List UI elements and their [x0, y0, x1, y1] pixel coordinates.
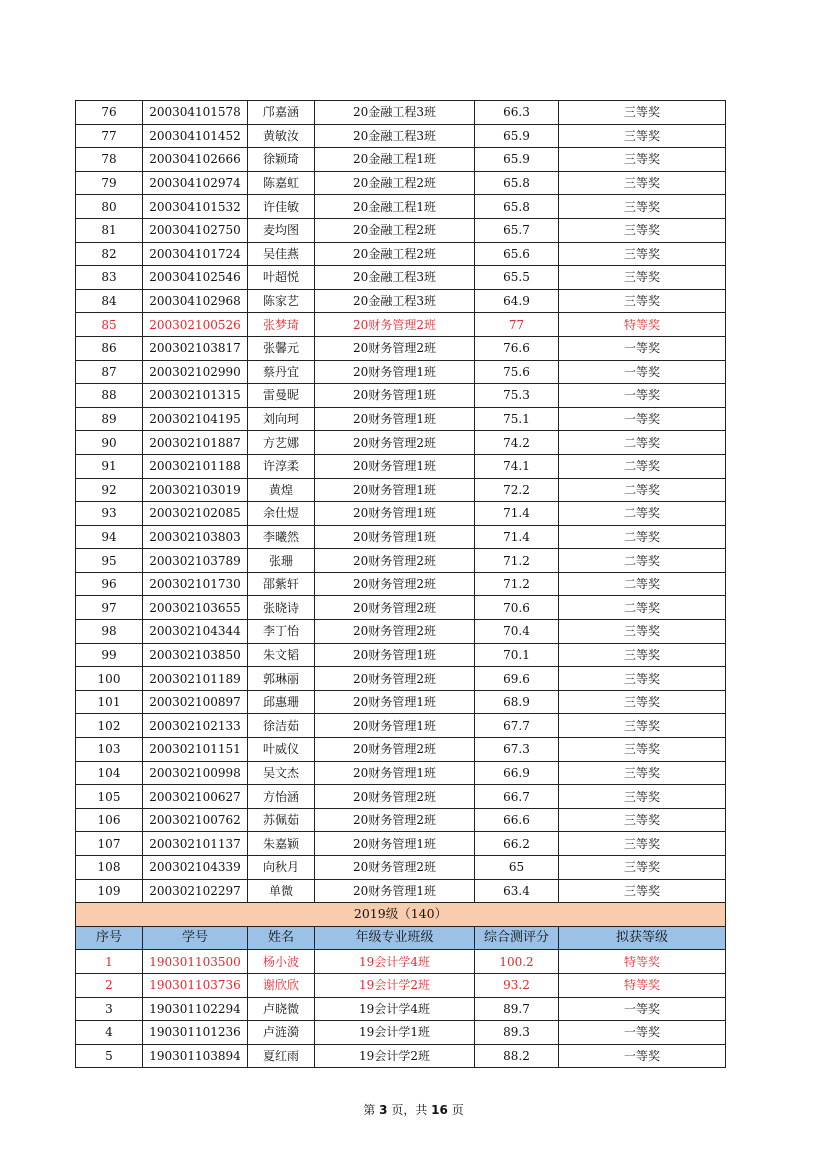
cell-name: 邱惠珊	[248, 690, 315, 714]
cell-student-id: 200304102968	[143, 289, 248, 313]
cell-seq: 80	[76, 195, 143, 219]
table-row	[76, 785, 726, 809]
cell-score: 76.6	[475, 336, 559, 360]
cell-seq: 95	[76, 549, 143, 573]
cell-seq: 91	[76, 454, 143, 478]
cell-award: 二等奖	[559, 431, 726, 455]
cell-award: 二等奖	[559, 549, 726, 573]
cell-score: 63.4	[475, 879, 559, 903]
cell-score: 65	[475, 856, 559, 880]
cell-name: 郭琳丽	[248, 667, 315, 691]
cell-class: 20财务管理1班	[315, 643, 475, 667]
cell-score: 67.3	[475, 738, 559, 762]
cell-class: 20金融工程1班	[315, 195, 475, 219]
cell-score: 67.7	[475, 714, 559, 738]
cell-student-id: 200302101151	[143, 738, 248, 762]
cell-name: 张馨元	[248, 336, 315, 360]
cell-name: 黄煌	[248, 478, 315, 502]
cell-score: 66.2	[475, 832, 559, 856]
cell-class: 20财务管理2班	[315, 336, 475, 360]
cell-name: 卢涟漪	[248, 1021, 315, 1045]
cell-seq: 103	[76, 738, 143, 762]
cell-score: 70.4	[475, 620, 559, 644]
cell-name: 向秋月	[248, 856, 315, 880]
cell-name: 朱文韬	[248, 643, 315, 667]
cell-seq: 106	[76, 808, 143, 832]
cell-seq: 86	[76, 336, 143, 360]
cell-seq: 92	[76, 478, 143, 502]
footer-suffix: 页	[451, 1103, 464, 1117]
cell-seq: 85	[76, 313, 143, 337]
table-row	[76, 879, 726, 903]
cell-seq: 109	[76, 879, 143, 903]
cell-student-id: 200302100762	[143, 808, 248, 832]
cell-seq: 82	[76, 242, 143, 266]
cell-award: 三等奖	[559, 171, 726, 195]
table-row	[76, 384, 726, 408]
cell-student-id: 200304102750	[143, 218, 248, 242]
section-title: 2019级（140）	[76, 903, 726, 927]
table-row	[76, 761, 726, 785]
cell-student-id: 200302101188	[143, 454, 248, 478]
table-row	[76, 242, 726, 266]
cell-class: 19会计学4班	[315, 997, 475, 1021]
cell-seq: 104	[76, 761, 143, 785]
cell-name: 谢欣欣	[248, 973, 315, 997]
cell-name: 单微	[248, 879, 315, 903]
cell-score: 65.9	[475, 148, 559, 172]
cell-seq: 108	[76, 856, 143, 880]
table-row	[76, 667, 726, 691]
cell-student-id: 200302104339	[143, 856, 248, 880]
cell-award: 三等奖	[559, 266, 726, 290]
cell-score: 65.7	[475, 218, 559, 242]
cell-name: 吴佳燕	[248, 242, 315, 266]
cell-seq: 3	[76, 997, 143, 1021]
cell-name: 张珊	[248, 549, 315, 573]
cell-award: 三等奖	[559, 289, 726, 313]
cell-student-id: 190301103500	[143, 950, 248, 974]
table-row	[76, 218, 726, 242]
cell-student-id: 200304102546	[143, 266, 248, 290]
cell-seq: 76	[76, 101, 143, 125]
cell-award: 三等奖	[559, 101, 726, 125]
cell-class: 19会计学4班	[315, 950, 475, 974]
cell-student-id: 200302103803	[143, 525, 248, 549]
cell-score: 70.1	[475, 643, 559, 667]
cell-name: 徐颖琦	[248, 148, 315, 172]
cell-class: 20财务管理1班	[315, 407, 475, 431]
cell-award: 三等奖	[559, 643, 726, 667]
cell-score: 71.4	[475, 502, 559, 526]
cell-name: 朱嘉颖	[248, 832, 315, 856]
table-row	[76, 502, 726, 526]
cell-award: 二等奖	[559, 478, 726, 502]
table-row	[76, 950, 726, 974]
cell-name: 陈嘉虹	[248, 171, 315, 195]
cell-name: 邝嘉涵	[248, 101, 315, 125]
cell-score: 65.9	[475, 124, 559, 148]
cell-class: 20金融工程1班	[315, 148, 475, 172]
table-row	[76, 643, 726, 667]
cell-seq: 94	[76, 525, 143, 549]
cell-seq: 93	[76, 502, 143, 526]
table-row	[76, 101, 726, 125]
table-header-row	[76, 926, 726, 950]
cell-name: 蔡丹宜	[248, 360, 315, 384]
cell-score: 64.9	[475, 289, 559, 313]
table-row	[76, 195, 726, 219]
cell-name: 麦均图	[248, 218, 315, 242]
cell-name: 叶威仪	[248, 738, 315, 762]
footer-total-pages: 16	[431, 1103, 448, 1117]
cell-seq: 105	[76, 785, 143, 809]
cell-student-id: 200302103789	[143, 549, 248, 573]
cell-seq: 101	[76, 690, 143, 714]
cell-award: 二等奖	[559, 572, 726, 596]
cell-student-id: 200304101452	[143, 124, 248, 148]
table-row	[76, 572, 726, 596]
table-row	[76, 336, 726, 360]
cell-award: 二等奖	[559, 502, 726, 526]
table-row	[76, 738, 726, 762]
cell-score: 93.2	[475, 973, 559, 997]
cell-student-id: 200304101578	[143, 101, 248, 125]
cell-seq: 84	[76, 289, 143, 313]
cell-class: 20财务管理1班	[315, 454, 475, 478]
cell-score: 65.6	[475, 242, 559, 266]
cell-name: 余仕煜	[248, 502, 315, 526]
table-row	[76, 148, 726, 172]
cell-seq: 96	[76, 572, 143, 596]
cell-class: 19会计学2班	[315, 1044, 475, 1068]
cell-award: 三等奖	[559, 856, 726, 880]
cell-name: 徐洁茹	[248, 714, 315, 738]
cell-seq: 4	[76, 1021, 143, 1045]
header-name: 姓名	[248, 926, 315, 950]
cell-student-id: 200302101315	[143, 384, 248, 408]
table-row	[76, 525, 726, 549]
section-title-row	[76, 903, 726, 927]
cell-class: 20财务管理1班	[315, 879, 475, 903]
cell-name: 卢晓微	[248, 997, 315, 1021]
cell-name: 叶超悦	[248, 266, 315, 290]
footer-page-number: 3	[379, 1103, 388, 1117]
cell-name: 苏佩茹	[248, 808, 315, 832]
cell-award: 特等奖	[559, 973, 726, 997]
table-row	[76, 620, 726, 644]
cell-seq: 87	[76, 360, 143, 384]
table-row	[76, 808, 726, 832]
cell-award: 特等奖	[559, 313, 726, 337]
page-footer	[0, 1101, 827, 1118]
table-row	[76, 171, 726, 195]
footer-prefix: 第	[363, 1103, 376, 1117]
section-2019	[76, 903, 726, 950]
cell-seq: 97	[76, 596, 143, 620]
cell-class: 20财务管理1班	[315, 714, 475, 738]
table-row	[76, 997, 726, 1021]
cell-class: 19会计学2班	[315, 973, 475, 997]
table-row	[76, 596, 726, 620]
cell-seq: 89	[76, 407, 143, 431]
table-row	[76, 431, 726, 455]
cell-name: 吴文杰	[248, 761, 315, 785]
table-row	[76, 478, 726, 502]
cell-class: 20金融工程3班	[315, 266, 475, 290]
cell-award: 一等奖	[559, 1044, 726, 1068]
cell-score: 72.2	[475, 478, 559, 502]
cell-award: 一等奖	[559, 360, 726, 384]
cell-student-id: 190301101236	[143, 1021, 248, 1045]
table-row	[76, 313, 726, 337]
cell-award: 三等奖	[559, 620, 726, 644]
cell-student-id: 200302101730	[143, 572, 248, 596]
cell-class: 20金融工程2班	[315, 218, 475, 242]
cell-name: 邵紫轩	[248, 572, 315, 596]
cell-student-id: 200302100627	[143, 785, 248, 809]
table-row	[76, 690, 726, 714]
cell-class: 20金融工程2班	[315, 171, 475, 195]
cell-seq: 2	[76, 973, 143, 997]
cell-student-id: 200302100998	[143, 761, 248, 785]
cell-score: 66.6	[475, 808, 559, 832]
cell-seq: 5	[76, 1044, 143, 1068]
cell-award: 三等奖	[559, 667, 726, 691]
cell-seq: 107	[76, 832, 143, 856]
cell-name: 方怡涵	[248, 785, 315, 809]
cell-class: 20财务管理1班	[315, 360, 475, 384]
header-award: 拟获等级	[559, 926, 726, 950]
cell-name: 刘向珂	[248, 407, 315, 431]
header-seq: 序号	[76, 926, 143, 950]
cell-award: 一等奖	[559, 336, 726, 360]
cell-class: 20财务管理2班	[315, 808, 475, 832]
cell-award: 三等奖	[559, 148, 726, 172]
cell-class: 20金融工程3班	[315, 124, 475, 148]
cell-score: 66.3	[475, 101, 559, 125]
cell-student-id: 200302101887	[143, 431, 248, 455]
footer-mid: 页，共	[391, 1103, 428, 1117]
cell-class: 20财务管理2班	[315, 572, 475, 596]
cell-award: 三等奖	[559, 832, 726, 856]
cell-name: 方艺娜	[248, 431, 315, 455]
cell-score: 71.4	[475, 525, 559, 549]
cell-class: 20财务管理2班	[315, 596, 475, 620]
cell-score: 66.7	[475, 785, 559, 809]
cell-score: 75.3	[475, 384, 559, 408]
cell-score: 89.7	[475, 997, 559, 1021]
table-row	[76, 124, 726, 148]
cell-student-id: 200302100526	[143, 313, 248, 337]
cell-seq: 88	[76, 384, 143, 408]
cell-student-id: 200302102297	[143, 879, 248, 903]
cell-name: 夏红雨	[248, 1044, 315, 1068]
cell-award: 三等奖	[559, 690, 726, 714]
cell-score: 66.9	[475, 761, 559, 785]
cell-student-id: 200304101532	[143, 195, 248, 219]
cell-score: 69.6	[475, 667, 559, 691]
cell-class: 20财务管理1班	[315, 478, 475, 502]
table-row	[76, 973, 726, 997]
cell-class: 20财务管理2班	[315, 856, 475, 880]
cell-score: 71.2	[475, 572, 559, 596]
cell-seq: 102	[76, 714, 143, 738]
cell-seq: 1	[76, 950, 143, 974]
cell-seq: 77	[76, 124, 143, 148]
cell-student-id: 200302103019	[143, 478, 248, 502]
cell-award: 三等奖	[559, 218, 726, 242]
cell-score: 74.1	[475, 454, 559, 478]
cell-award: 三等奖	[559, 714, 726, 738]
header-class: 年级专业班级	[315, 926, 475, 950]
cell-score: 74.2	[475, 431, 559, 455]
cell-seq: 100	[76, 667, 143, 691]
cell-class: 20财务管理1班	[315, 832, 475, 856]
cell-name: 黄敏汝	[248, 124, 315, 148]
table-row	[76, 549, 726, 573]
cell-student-id: 200304102666	[143, 148, 248, 172]
cell-class: 20财务管理2班	[315, 620, 475, 644]
cell-seq: 79	[76, 171, 143, 195]
cell-award: 三等奖	[559, 879, 726, 903]
cell-class: 20财务管理1班	[315, 761, 475, 785]
cell-name: 李曦然	[248, 525, 315, 549]
table-row	[76, 856, 726, 880]
cell-student-id: 200302104344	[143, 620, 248, 644]
cell-class: 20财务管理2班	[315, 738, 475, 762]
cell-score: 65.5	[475, 266, 559, 290]
award-table	[75, 100, 726, 1068]
cell-student-id: 190301103736	[143, 973, 248, 997]
cell-name: 许佳敏	[248, 195, 315, 219]
cell-class: 20财务管理2班	[315, 549, 475, 573]
table-body-2019	[76, 950, 726, 1068]
cell-class: 20财务管理2班	[315, 667, 475, 691]
cell-class: 20财务管理1班	[315, 525, 475, 549]
cell-class: 20财务管理2班	[315, 431, 475, 455]
cell-class: 20金融工程3班	[315, 289, 475, 313]
cell-award: 特等奖	[559, 950, 726, 974]
cell-score: 75.6	[475, 360, 559, 384]
cell-student-id: 200302103655	[143, 596, 248, 620]
table-body-2020	[76, 101, 726, 903]
cell-class: 20财务管理2班	[315, 313, 475, 337]
cell-class: 20财务管理1班	[315, 384, 475, 408]
cell-award: 三等奖	[559, 761, 726, 785]
cell-score: 70.6	[475, 596, 559, 620]
cell-seq: 81	[76, 218, 143, 242]
table-row	[76, 407, 726, 431]
table-row	[76, 1021, 726, 1045]
cell-score: 65.8	[475, 171, 559, 195]
cell-name: 陈家艺	[248, 289, 315, 313]
cell-award: 一等奖	[559, 997, 726, 1021]
cell-student-id: 200304102974	[143, 171, 248, 195]
cell-award: 二等奖	[559, 596, 726, 620]
cell-award: 二等奖	[559, 454, 726, 478]
cell-name: 许淳柔	[248, 454, 315, 478]
table-row	[76, 832, 726, 856]
cell-score: 75.1	[475, 407, 559, 431]
cell-award: 三等奖	[559, 242, 726, 266]
cell-name: 杨小波	[248, 950, 315, 974]
cell-seq: 90	[76, 431, 143, 455]
cell-score: 77	[475, 313, 559, 337]
table-row	[76, 1044, 726, 1068]
cell-award: 一等奖	[559, 1021, 726, 1045]
cell-student-id: 190301103894	[143, 1044, 248, 1068]
cell-award: 一等奖	[559, 407, 726, 431]
cell-student-id: 200302104195	[143, 407, 248, 431]
cell-seq: 98	[76, 620, 143, 644]
cell-score: 88.2	[475, 1044, 559, 1068]
cell-seq: 78	[76, 148, 143, 172]
cell-student-id: 200302101189	[143, 667, 248, 691]
cell-class: 20金融工程2班	[315, 242, 475, 266]
cell-student-id: 200302103850	[143, 643, 248, 667]
cell-award: 三等奖	[559, 195, 726, 219]
cell-score: 65.8	[475, 195, 559, 219]
cell-class: 20财务管理2班	[315, 785, 475, 809]
cell-award: 三等奖	[559, 124, 726, 148]
cell-class: 20金融工程3班	[315, 101, 475, 125]
cell-award: 三等奖	[559, 785, 726, 809]
cell-award: 三等奖	[559, 738, 726, 762]
cell-score: 100.2	[475, 950, 559, 974]
cell-student-id: 200302100897	[143, 690, 248, 714]
cell-name: 张梦琦	[248, 313, 315, 337]
cell-score: 68.9	[475, 690, 559, 714]
cell-award: 二等奖	[559, 525, 726, 549]
cell-score: 71.2	[475, 549, 559, 573]
cell-name: 雷曼昵	[248, 384, 315, 408]
cell-student-id: 200302101137	[143, 832, 248, 856]
cell-student-id: 200302103817	[143, 336, 248, 360]
cell-class: 20财务管理1班	[315, 502, 475, 526]
cell-student-id: 200302102133	[143, 714, 248, 738]
cell-student-id: 190301102294	[143, 997, 248, 1021]
cell-score: 89.3	[475, 1021, 559, 1045]
cell-name: 张晓诗	[248, 596, 315, 620]
cell-award: 一等奖	[559, 384, 726, 408]
cell-student-id: 200302102085	[143, 502, 248, 526]
table-row	[76, 454, 726, 478]
header-score: 综合测评分	[475, 926, 559, 950]
cell-seq: 83	[76, 266, 143, 290]
table-row	[76, 360, 726, 384]
table-row	[76, 289, 726, 313]
header-id: 学号	[143, 926, 248, 950]
table-row	[76, 714, 726, 738]
cell-seq: 99	[76, 643, 143, 667]
cell-class: 19会计学1班	[315, 1021, 475, 1045]
cell-student-id: 200304101724	[143, 242, 248, 266]
cell-award: 三等奖	[559, 808, 726, 832]
cell-name: 李丁怡	[248, 620, 315, 644]
cell-class: 20财务管理1班	[315, 690, 475, 714]
cell-student-id: 200302102990	[143, 360, 248, 384]
table-row	[76, 266, 726, 290]
